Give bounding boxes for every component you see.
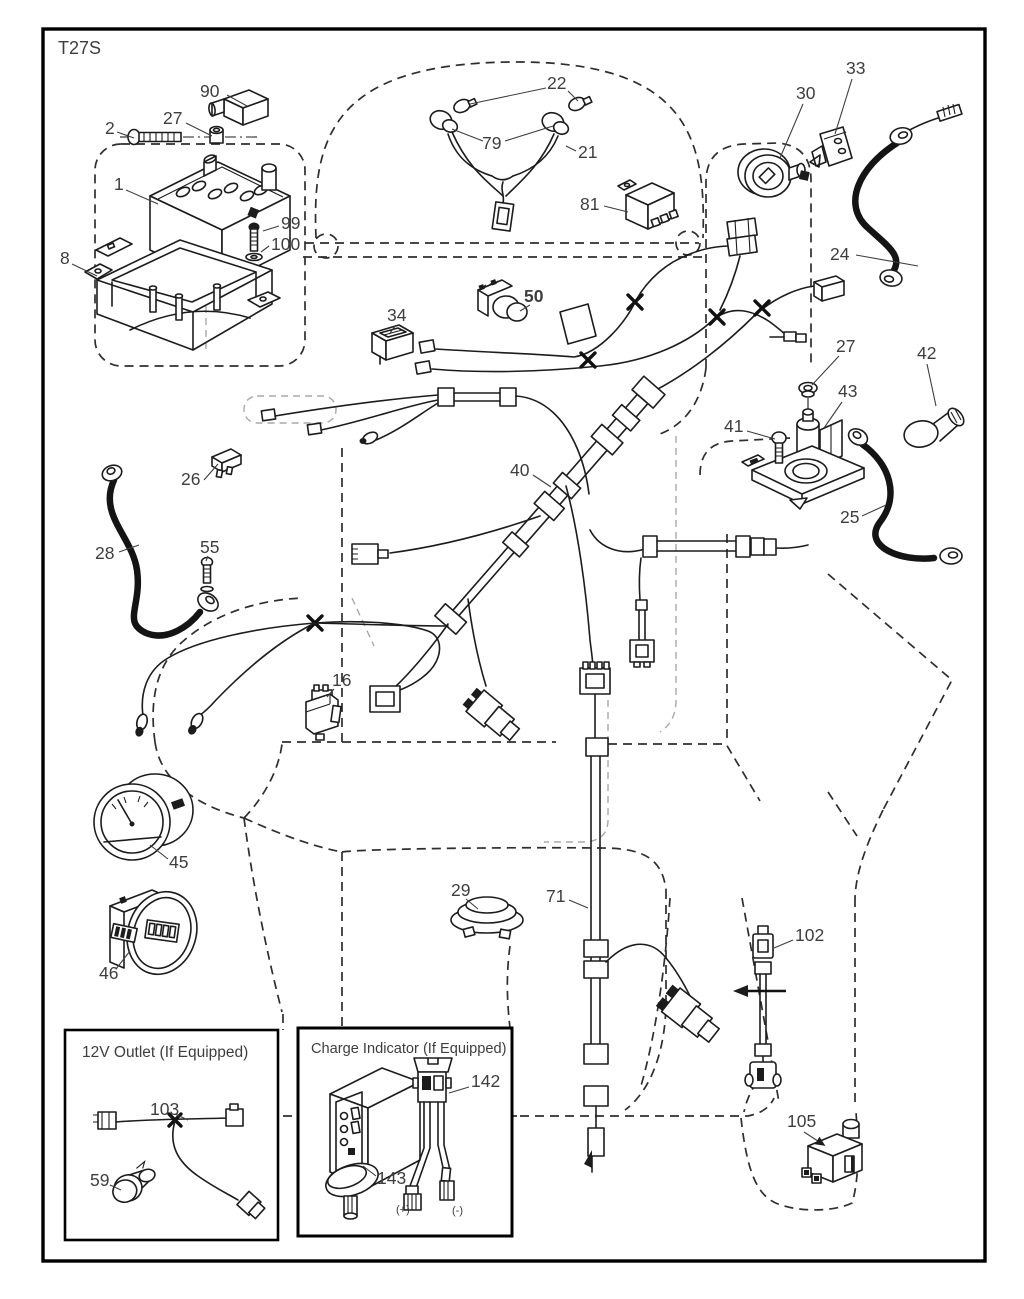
part-label-30: 30 [796, 83, 816, 103]
x-splice-mark [710, 310, 724, 324]
interlock-switch-16 [306, 685, 341, 740]
leader-line-33 [835, 79, 852, 134]
headlight-connector [492, 202, 514, 231]
plug-connector [630, 600, 654, 667]
spade-terminal [307, 423, 321, 435]
battery-cable-24 [855, 104, 962, 288]
part-label-50: 50 [524, 286, 544, 306]
part-label-45: 45 [169, 852, 189, 872]
leader-line-27b [812, 356, 839, 385]
part-label-40: 40 [510, 460, 530, 480]
part-label-143: 143 [377, 1168, 407, 1188]
part-label-102: 102 [795, 925, 825, 945]
solenoid-43 [742, 409, 864, 509]
part-label-28: 28 [95, 543, 115, 563]
part-label-1: 1 [114, 174, 124, 194]
leader-line-79 [452, 129, 483, 141]
headlight-harness [428, 95, 592, 231]
connector-chain-102 [733, 926, 786, 1088]
mini-plug [770, 332, 806, 342]
x-splice-mark [628, 295, 642, 309]
x-splice-mark [755, 301, 769, 315]
cap-29 [451, 897, 523, 939]
leader-line-24 [856, 255, 918, 266]
leader-line-71 [569, 900, 588, 908]
bullet-terminal [360, 430, 380, 446]
part-label-plus: (+) [396, 1204, 410, 1216]
bullet-terminal [133, 713, 149, 738]
boot-42 [902, 405, 967, 449]
part-label-99: 99 [281, 213, 301, 233]
leader-line-102 [774, 940, 793, 948]
inset-title: 12V Outlet (If Equipped) [82, 1044, 249, 1061]
wire-network [261, 218, 844, 667]
leader-line-21 [566, 146, 576, 151]
part-label-34: 34 [387, 305, 407, 325]
interlock-module-33 [810, 127, 852, 167]
stacked-connector [720, 218, 757, 310]
part-label-33: 33 [846, 58, 866, 78]
inline-connector [500, 388, 516, 406]
part-label-41: 41 [724, 416, 744, 436]
battery-cable-25 [846, 426, 962, 564]
part-label-59: 59 [90, 1170, 110, 1190]
leader-line-42 [927, 364, 936, 406]
diagram-title: T27S [58, 38, 102, 58]
ammeter-45 [94, 774, 193, 860]
part-label-29: 29 [451, 880, 471, 900]
leader-line-26 [204, 464, 218, 480]
part-label-79: 79 [482, 133, 502, 153]
relay-81 [618, 180, 678, 229]
leader-line-41 [747, 431, 775, 439]
leader-line-81 [604, 206, 628, 212]
harness-71 [580, 662, 724, 1172]
small-connector [814, 276, 844, 301]
part-label-100: 100 [271, 234, 301, 254]
part-label-103: 103 [150, 1099, 180, 1119]
part-label-2: 2 [105, 118, 115, 138]
battery-nut [210, 127, 223, 144]
screw-99 [249, 223, 260, 252]
part-label-81: 81 [580, 194, 600, 214]
part-label-90: 90 [200, 81, 220, 101]
battery-bolt [120, 130, 258, 145]
starter-component-50 [478, 279, 527, 321]
fuse-26 [212, 449, 241, 477]
part-label-43: 43 [838, 381, 858, 401]
part-label-55: 55 [200, 537, 220, 557]
leader-line-27a [186, 123, 212, 136]
plug-355 [352, 544, 388, 564]
fuse-holder-connector [643, 536, 657, 557]
part-label-142: 142 [471, 1071, 501, 1091]
headlight-bulb-left [452, 97, 477, 115]
leader-line-22 [470, 88, 546, 104]
part-label-26: 26 [181, 469, 201, 489]
part-label-16: 16 [332, 670, 352, 690]
part-label-minus: (-) [452, 1205, 463, 1217]
screw-55 [201, 558, 213, 592]
washer-100 [246, 254, 262, 261]
headlight-socket-right [540, 110, 571, 136]
inset-12v-outlet [65, 1030, 278, 1240]
bullet-terminal [186, 712, 206, 737]
t-connector [461, 686, 524, 745]
plate-50 [560, 304, 596, 344]
angled-connector [655, 983, 724, 1046]
ignition-switch-30 [738, 149, 810, 197]
box-connector-385 [370, 686, 400, 712]
part-label-22: 22 [547, 73, 567, 93]
leader-line-79 [505, 126, 553, 141]
leader-line-40 [533, 475, 551, 487]
terminal-cap [937, 104, 962, 121]
part-label-105: 105 [787, 1111, 817, 1131]
part-label-8: 8 [60, 248, 70, 268]
switch-34 [372, 325, 413, 364]
fuse-holder-connector [736, 536, 750, 557]
part-label-27b: 27 [836, 336, 856, 356]
spade-terminal [415, 361, 431, 374]
spade-terminal [261, 409, 275, 421]
part-label-25: 25 [840, 507, 860, 527]
part-label-27a: 27 [163, 108, 183, 128]
spade-terminal [419, 340, 435, 353]
hour-meter-46 [110, 883, 207, 984]
headlight-bulb-right [567, 95, 592, 113]
part-label-21: 21 [578, 142, 598, 162]
inset-title: Charge Indicator (If Equipped) [311, 1041, 507, 1057]
part-label-71: 71 [546, 886, 566, 906]
part-label-24: 24 [830, 244, 850, 264]
part-label-46: 46 [99, 963, 119, 983]
inline-connector [438, 388, 454, 406]
x-splice-mark [581, 353, 595, 367]
part-label-42: 42 [917, 343, 937, 363]
